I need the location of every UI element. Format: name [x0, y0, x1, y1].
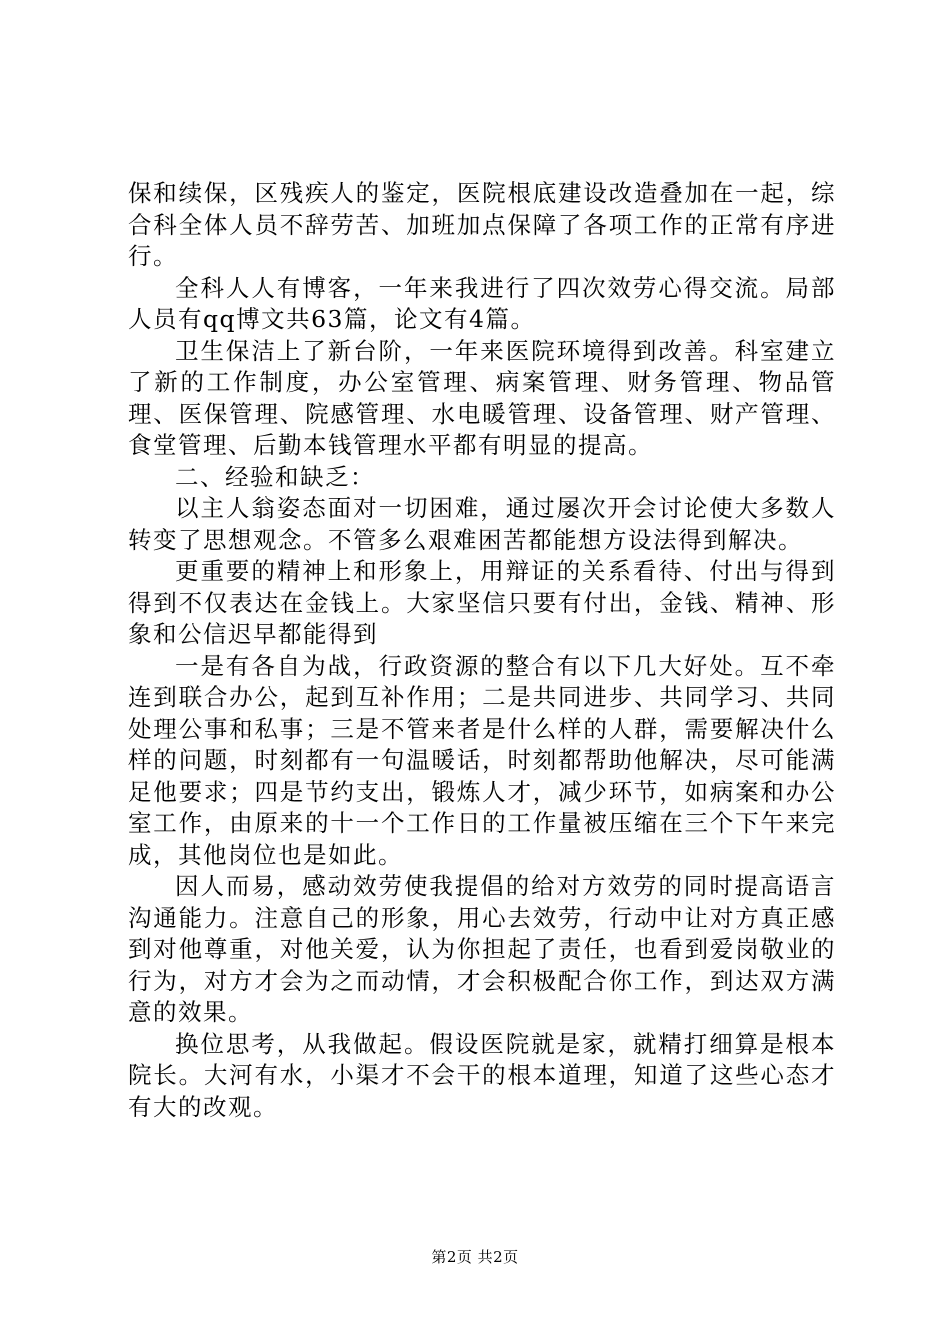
page-footer [0, 1247, 950, 1267]
paragraph-resource-integration: 一是有各自为战，行政资源的整合有以下几大好处。互不牵连到联合办公，起到互补作用；二是共同进步、共同学习、共同处理公事和私事；三是不管来者是什么样的人群，需要解决什么样的问题，时刻都有一句温暖话，时刻都帮助他解决，尽可能满足他要求；四是节约支出，锻炼人才，减少环节，如病案和办公室工作，由原来的十一个工作日的工作量被压缩在三个下午来完成，其他岗位也是如此。 [128, 651, 836, 869]
paragraph-spirit-image: 更重要的精神上和形象上，用辩证的关系看待、付出与得到得到不仅表达在金钱上。大家坚信只要有付出，金钱、精神、形象和公信迟早都能得到 [128, 557, 836, 648]
paragraph-blog-exchange: 全科人人有博客，一年来我进行了四次效劳心得交流。局部人员有qq博文共63篇，论文有4篇。 [128, 273, 836, 333]
paragraph-continuation: 保和续保，区残疾人的鉴定，医院根底建设改造叠加在一起，综合科全体人员不辞劳苦、加班加点保障了各项工作的正常有序进行。 [128, 179, 836, 270]
paragraph-hygiene-management: 卫生保洁上了新台阶，一年来医院环境得到改善。科室建立了新的工作制度，办公室管理、病案管理、财务管理、物品管理、医保管理、院感管理、水电暖管理、设备管理、财产管理、食堂管理、后勤本钱管理水平都有明显的提高。 [128, 336, 836, 459]
paragraph-attitude: 以主人翁姿态面对一切困难，通过屡次开会讨论使大多数人转变了思想观念。不管多么艰难困苦都能想方设法得到解决。 [128, 494, 836, 554]
document-body [128, 178, 836, 1123]
paragraph-perspective: 换位思考，从我做起。假设医院就是家，就精打细算是根本院长。大河有水，小渠才不会干的根本道理，知道了这些心态才有大的改观。 [128, 1029, 836, 1121]
page-number: 第2页 共2页 [431, 1248, 519, 1266]
section-heading-experience: 二、经验和缺乏： [175, 462, 375, 491]
paragraph-service-communication: 因人而易，感动效劳使我提倡的给对方效劳的同时提高语言沟通能力。注意自己的形象，用心去效劳，行动中让对方真正感到对他尊重，对他关爱，认为你担起了责任，也看到爱岗敬业的行为，对方才会为之而动情，才会积极配合你工作，到达双方满意的效果。 [128, 872, 836, 1026]
